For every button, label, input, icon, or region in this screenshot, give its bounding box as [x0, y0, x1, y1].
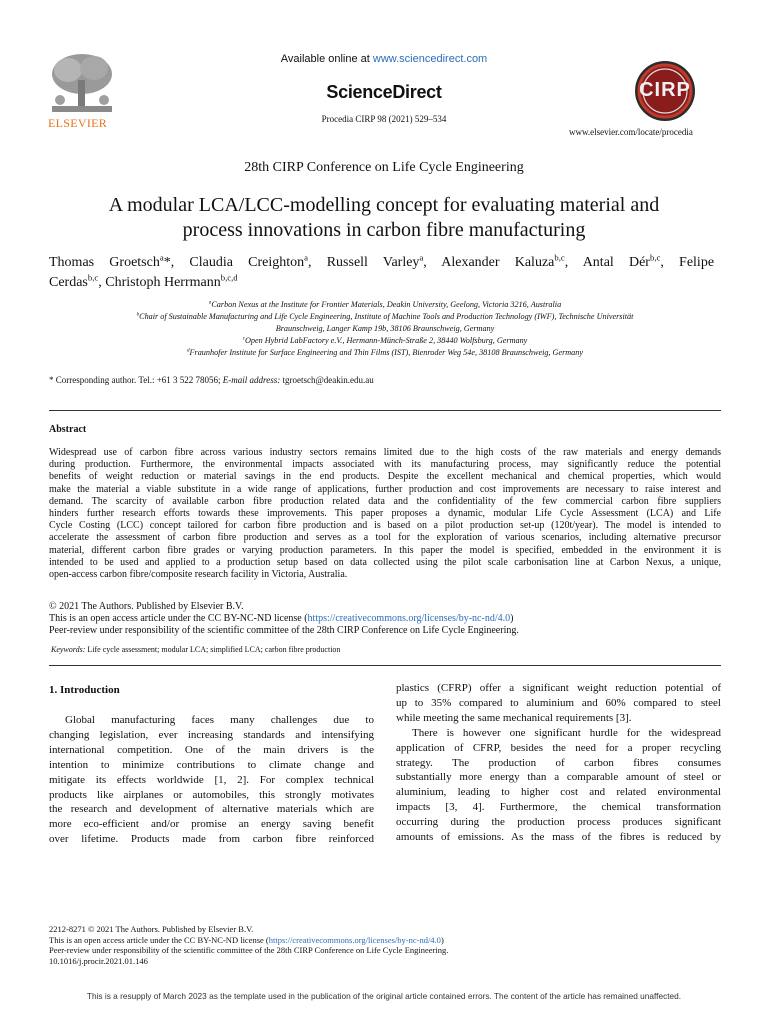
abstract-footer [49, 601, 721, 637]
abstract-copyright: © 2021 The Authors. Published by Elsevier B.V. [49, 601, 244, 612]
author-line-2 [49, 273, 714, 293]
author-name: Antal Dér [582, 255, 650, 270]
author-affiliation-mark: b,c,d [220, 272, 238, 283]
license-link[interactable]: https://creativecommons.org/licenses/by-nc-nd/4.0 [307, 613, 511, 624]
author-name: Russell Varley [326, 255, 420, 270]
affiliations [49, 299, 721, 359]
author-line-1 [49, 253, 714, 273]
paper-title [0, 193, 768, 243]
abstract-top-divider [49, 410, 721, 411]
author-affiliation-mark: a [304, 252, 309, 263]
intro-text-line: strategy. The production of carbon fibres consumes [396, 756, 721, 769]
author-affiliation-mark: a [419, 252, 424, 263]
intro-text-line: application of CFRP, besides the need for a proper recycling [396, 741, 721, 754]
abstract-body [49, 447, 721, 581]
abstract-line: hinders further research efforts towards these improvements. This paper proposes a dynamic, modular Life Cycle Assessment (LCA) and Life [49, 508, 721, 520]
intro-text-line: Global manufacturing faces many challenges due to [65, 714, 374, 726]
corresponding-mark: *, [163, 255, 190, 270]
cirp-logo [634, 60, 696, 122]
intro-text-line: impacts [3, 4]. Furthermore, the chemical transformation [396, 801, 721, 814]
intro-text-line: mitigate its effects worldwide [1, 2]. For complex technical [49, 773, 374, 786]
abstract-bottom-divider [49, 665, 721, 666]
keywords-label: Keywords: [51, 645, 86, 654]
footer-license-link[interactable]: https://creativecommons.org/licenses/by-nc-nd/4.0 [268, 934, 441, 945]
intro-text-line: more eco-efficient and/or promise an energy saving benefit [49, 818, 374, 831]
intro-right-paragraph-2 [396, 726, 721, 845]
available-online-prefix: Available online at [280, 53, 373, 65]
intro-right-paragraph-1 [396, 681, 721, 711]
author-list [49, 253, 714, 293]
abstract-line: benefits of weight reduction or material savings in the end products. Despite the excellent mechanical and chemical properties, which would [49, 471, 721, 483]
intro-text-line: aluminium, leading to higher cost and related environmental [396, 786, 721, 799]
author-name: Felipe [679, 255, 715, 270]
affiliation-c: $^c$Open Hybrid LabFactory e.V., Hermann-Münch-Straße 2, 38440 Wolfsburg, Germany [242, 335, 528, 345]
corresponding-email[interactable]: tgroetsch@deakin.edu.au [280, 375, 374, 385]
abstract-line: material, different carbon fibre grades or varying production parameters. In this paper the model is specified, embedded in the environment it is [49, 544, 721, 556]
abstract-line: make the material a viable substitute in a wide range of applications, further production and cost improvements are necessary to raise interest and [49, 483, 721, 495]
footer-notes [49, 924, 721, 966]
keywords-list: Life cycle assessment; modular LCA; simplified LCA; carbon fibre production [85, 645, 341, 654]
intro-text-line: changing legislation, ever increasing standards and intensifying [49, 728, 374, 741]
intro-text-line: substantially more energy than a comparable amount of steel or [396, 771, 721, 784]
journal-reference: Procedia CIRP 98 (2021) 529–534 [321, 114, 447, 124]
corresponding-author-phone: * Corresponding author. Tel.: +61 3 522 78056; [49, 375, 223, 385]
intro-text-line: over lifetime. Products made from carbon fibre reinforced [49, 833, 374, 846]
author-name: Cerdas [49, 275, 88, 290]
abstract-line: Widespread use of carbon fibre across various industry sectors remains limited due to the high costs of the raw materials and energy demands [49, 447, 721, 458]
author-name: Claudia Creighton [189, 255, 305, 270]
abstract-lines [49, 447, 721, 569]
paper-title-line-2: process innovations in carbon fibre manufacturing [182, 219, 586, 241]
abstract-line: accelerate the assessment of carbon fibre production and serves as a tool for the exploration of various scenarios, including alternative precursor [49, 532, 721, 544]
abstract-line: intended to be used and applied to a production setup based on data collected using the pilot scale carbonisation line at Carbon Nexus, a unique, [49, 556, 721, 568]
elsevier-wordmark: ELSEVIER [48, 116, 108, 130]
intro-right-paragraph-1-end: while meeting the same mechanical requirements [3]. [396, 711, 632, 724]
author-name: Thomas Groetsch [49, 255, 160, 270]
paper-title-line-1: A modular LCA/LCC-modelling concept for evaluating material and [108, 194, 660, 216]
journal-url[interactable]: www.elsevier.com/locate/procedia [569, 127, 693, 137]
author-separator: , [98, 275, 106, 290]
sciencedirect-link[interactable]: www.sciencedirect.com [372, 53, 488, 65]
footer-issn: 2212-8271 © 2021 The Authors. Published by Elsevier B.V. [49, 924, 254, 934]
affiliation-b-continued: Braunschweig, Langer Kamp 19b, 38106 Braunschweig, Germany [275, 324, 495, 333]
footer-doi[interactable]: 10.1016/j.procir.2021.01.146 [49, 955, 148, 966]
abstract-license: This is an open access article under the CC BY-NC-ND license (https://creativecommons.org/licenses/by-nc-nd/4.0) [49, 613, 514, 624]
conference-name: 28th CIRP Conference on Life Cycle Engineering [244, 160, 524, 175]
intro-left-column [49, 713, 374, 847]
author-affiliation-mark: a [159, 252, 164, 263]
author-separator: , [660, 255, 680, 270]
abstract-heading: Abstract [49, 424, 87, 435]
intro-text-line: occurring during the production process produces significant [396, 816, 721, 829]
footer-peer-review: Peer-review under responsibility of the scientific committee of the 28th CIRP Conference on Life Cycle Engineering. [49, 945, 449, 956]
intro-text-line: amounts of emissions. As the mass of the fibres is reduced by [396, 831, 721, 844]
intro-text-line: up to 35% compared to aluminium and 60% compared to steel [396, 696, 721, 709]
affiliation-d: $^d$Fraunhofer Institute for Surface Engineering and Thin Films (IST), Bienroder Weg 54e, 38108 Braunschweig, Germany [186, 347, 584, 357]
intro-left-paragraph [49, 713, 374, 847]
author-separator: , [423, 255, 442, 270]
author-affiliation-mark: b,c [649, 252, 661, 263]
author-affiliation-mark: b,c [554, 252, 565, 263]
intro-text-line: There is however one significant hurdle for the widespread [412, 726, 721, 739]
abstract-peer-review: Peer-review under responsibility of the scientific committee of the 28th CIRP Conference on Life Cycle Engineering. [49, 625, 519, 636]
intro-text-line: plastics (CFRP) offer a significant weight reduction potential of [396, 682, 721, 694]
abstract-last-line: open-access carbon fibre/composite research facility in Victoria, Australia. [49, 569, 348, 581]
sciencedirect-brand: ScienceDirect [326, 82, 442, 102]
author-name: Christoph Herrmann [105, 275, 221, 290]
author-separator: , [308, 255, 327, 270]
abstract-line: during production. Furthermore, the environmental impacts associated with its manufacturing process, may significantly reduce the potential [49, 459, 721, 471]
intro-text-line: intention to minimize contributions to climate change and [49, 758, 374, 771]
intro-text-line: international competition. One of the main drivers is the [49, 743, 374, 756]
corresponding-author [49, 375, 374, 385]
author-separator: , [564, 255, 583, 270]
keywords [51, 645, 340, 654]
cirp-logo-text: CIRP [639, 79, 691, 101]
footer-license: This is an open access article under the CC BY-NC-ND license (https://creativecommons.org/licenses/by-nc-nd/4.0) [49, 934, 444, 945]
author-name: Alexander Kaluza [441, 255, 555, 270]
affiliation-a: $^a$Carbon Nexus at the Institute for Frontier Materials, Deakin University, Geelong, Victoria 3216, Australia [208, 299, 562, 309]
email-label: E-mail address: [222, 375, 281, 385]
author-affiliation-mark: b,c [87, 272, 99, 283]
resupply-note: This is a resupply of March 2023 as the template used in the publication of the original article contained errors. The content of the article has remained unaffected. [86, 991, 682, 1001]
section-heading-introduction: 1. Introduction [49, 684, 120, 696]
affiliation-b: $^b$Chair of Sustainable Manufacturing and Life Cycle Engineering, Institute of Machine Tools and Production Technology (IWF), Technische Universität [136, 311, 634, 321]
abstract-line: demand. The scarcity of available carbon fibre production related data and the confidentiality of the few commercial carbon fibre suppliers [49, 495, 721, 507]
intro-right-column [396, 681, 721, 845]
intro-text-line: the research and development of alternative materials which are [49, 803, 374, 816]
intro-text-line: products like airplanes or automobiles, this strongly motivates [49, 788, 374, 801]
abstract-line: Cycle Costing (LCC) concept tailored for carbon fibre production and is based on a pilot production set-up (120t/year). The model is intended to [49, 520, 721, 532]
